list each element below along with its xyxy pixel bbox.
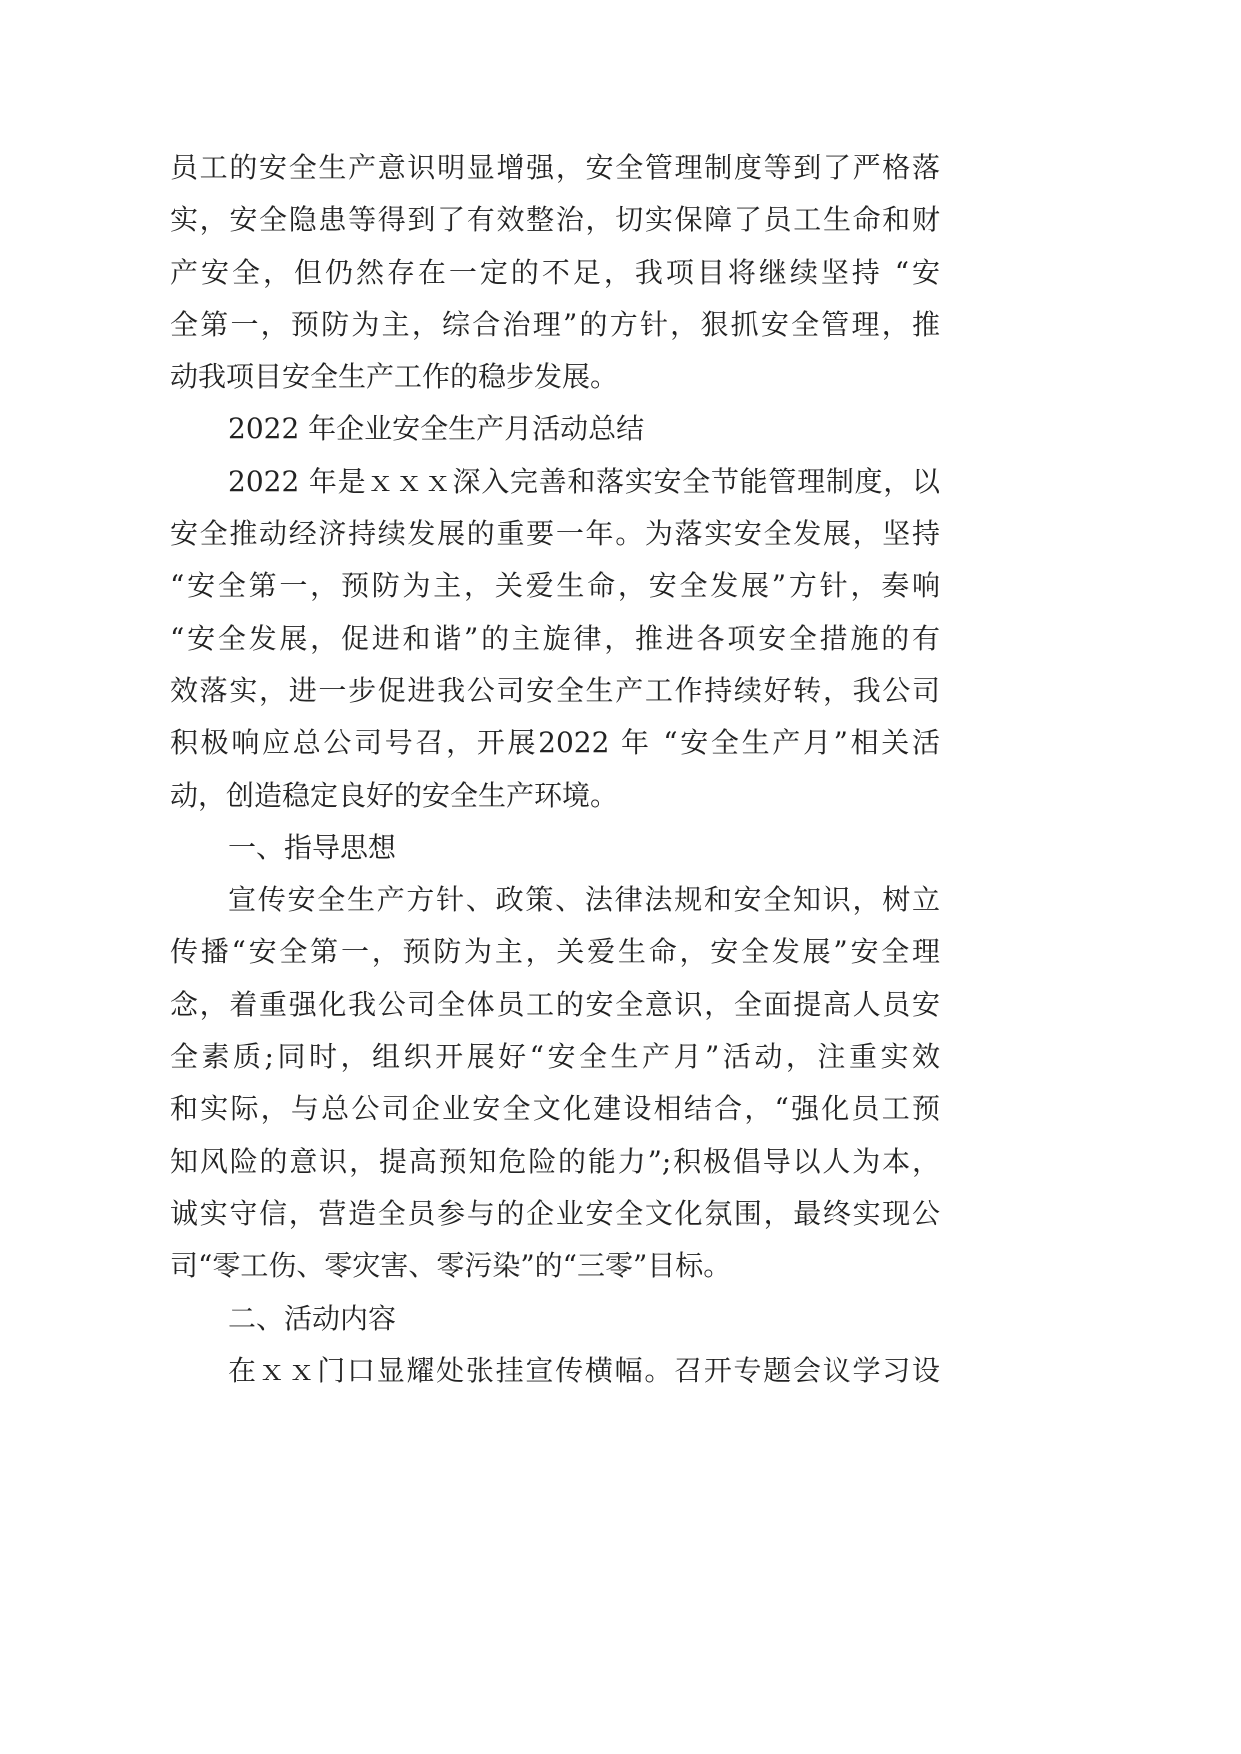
section-heading: 一、指导思想 — [228, 830, 397, 864]
body-line: 实，安全隐患等得到了有效整治，切实保障了员工生命和财 — [170, 203, 940, 237]
body-line: 动我项目安全生产工作的稳步发展。 — [170, 360, 619, 394]
body-line: 知风险的意识，提高预知危险的能力”;积极倡导以人为本， — [170, 1144, 940, 1178]
body-line: 全第一，预防为主，综合治理”的方针，狠抓安全管理，推 — [170, 307, 940, 341]
body-line: 安全推动经济持续发展的重要一年。为落实安全发展，坚持 — [170, 517, 940, 551]
body-line: 效落实，进一步促进我公司安全生产工作持续好转，我公司 — [170, 673, 940, 707]
document-body — [170, 142, 940, 1397]
body-line: 传播“安全第一，预防为主，关爱生命，安全发展”安全理 — [170, 935, 940, 969]
body-line: “安全第一，预防为主，关爱生命，安全发展”方针，奏响 — [170, 569, 940, 603]
body-line: 动，创造稳定良好的安全生产环境。 — [170, 778, 619, 812]
body-line: 积极响应总公司号召，开展2022 年 “安全生产月”相关活 — [170, 726, 940, 760]
body-line: 产安全，但仍然存在一定的不足，我项目将继续坚持 “安 — [170, 255, 940, 289]
body-line: 2022 年是ｘｘｘ深入完善和落实安全节能管理制度，以 — [228, 464, 940, 498]
body-line: 在ｘｘ门口显耀处张挂宣传横幅。召开专题会议学习设 — [228, 1353, 940, 1387]
body-line: 员工的安全生产意识明显增强，安全管理制度等到了严格落 — [170, 151, 940, 184]
section-heading: 二、活动内容 — [228, 1301, 397, 1335]
body-line: 念，着重强化我公司全体员工的安全意识，全面提高人员安 — [170, 987, 940, 1021]
body-line: 诚实守信，营造全员参与的企业安全文化氛围，最终实现公 — [170, 1196, 940, 1230]
document-title: 2022 年企业安全生产月活动总结 — [228, 412, 645, 446]
body-line: “安全发展，促进和谐”的主旋律，推进各项安全措施的有 — [170, 621, 940, 655]
body-line: 宣传安全生产方针、政策、法律法规和安全知识，树立 — [228, 883, 940, 917]
body-line: 司“零工伤、零灾害、零污染”的“三零”目标。 — [170, 1249, 732, 1283]
body-line: 和实际，与总公司企业安全文化建设相结合，“强化员工预 — [170, 1092, 940, 1126]
body-line: 全素质;同时，组织开展好“安全生产月”活动，注重实效 — [170, 1040, 940, 1074]
